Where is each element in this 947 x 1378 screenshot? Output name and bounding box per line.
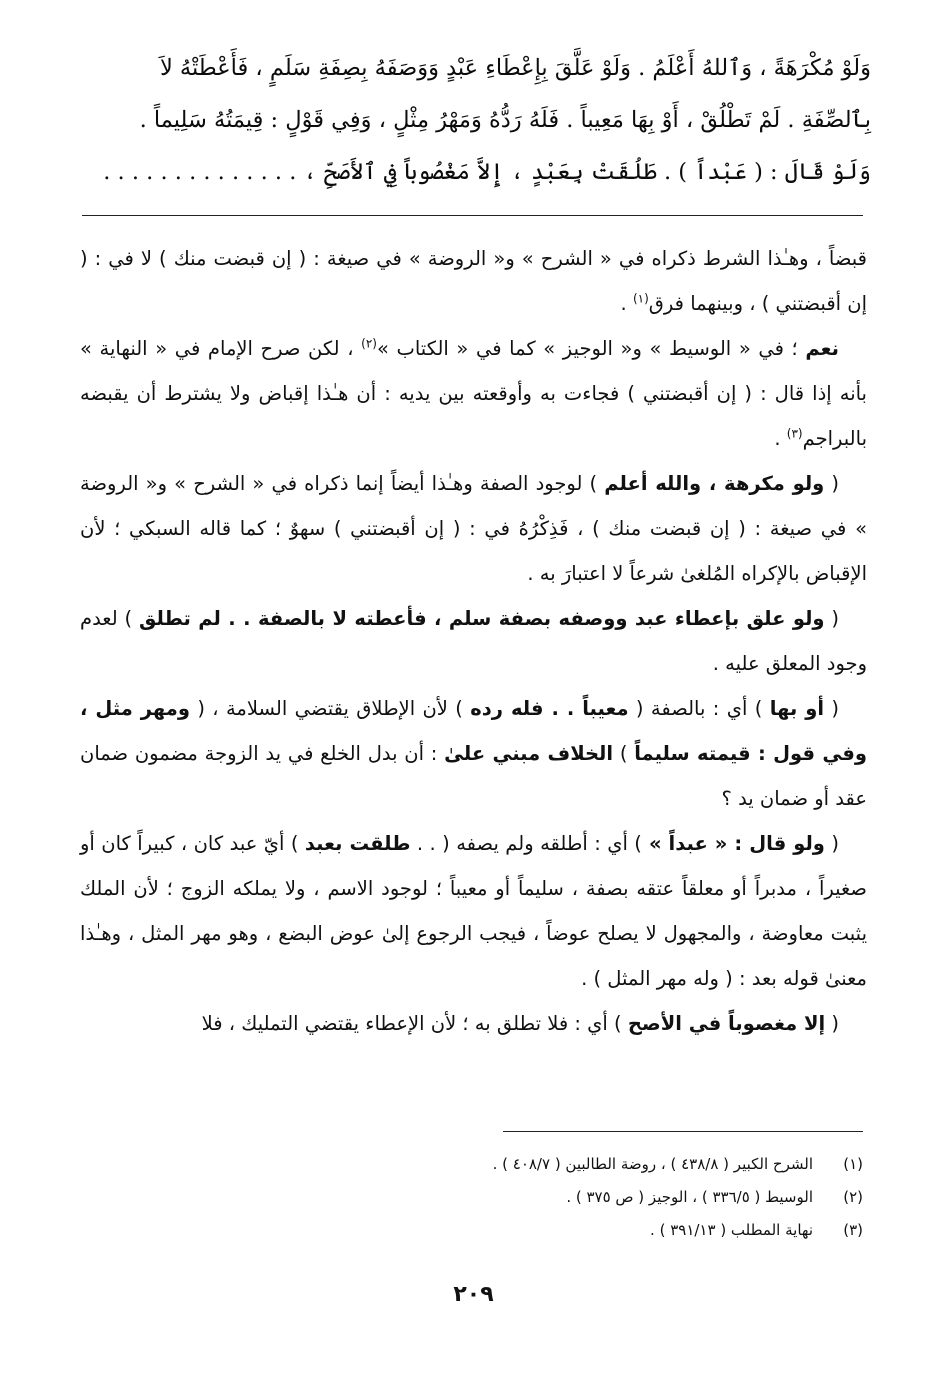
footnote-text: نهاية المطلب ( ٣٩١/١٣ ) . xyxy=(650,1221,813,1239)
sharh-paragraph: قبضاً ، وهـٰذا الشرط ذكراه في « الشرح » و« الروضة » في صيغة : ( إن قبضت منك ) لا في : ( إن أقبضتني ) ، وبينهما فرق$^{(١)}$ . xyxy=(80,247,867,315)
matn-line: وَلَوْ قَالَ : ( عَبْداً ) . طَلُقَتْ بِعَبْدٍ ، إِلاَّ مَغْصُوباً فِي ٱلأَصَحِّ ، . . . . . . . . . . . . . . xyxy=(103,159,871,185)
footnote xyxy=(200,1214,863,1247)
sharh-paragraph: ( إلا مغصوباً في الأصح ) أي : فلا تطلق به ؛ لأن الإعطاء يقتضي التمليك ، فلا xyxy=(201,1012,839,1035)
page-number: ٢٠٩ xyxy=(453,1282,494,1307)
sharh-paragraph: ( ولو مكرهة ، والله أعلم ) لوجود الصفة وهـٰذا أيضاً إنما ذكراه في « الشرح » و« الروضة » في صيغة : ( إن قبضت منك ) ، فَذِكْرُهُ في : ( إن أقبضتني ) سهوٌ ؛ كما قاله السبكي ؛ لأن الإقباض بالإكراه المُلغىٰ شرعاً لا اعتبارَ به . xyxy=(80,472,867,585)
footnote xyxy=(200,1181,863,1214)
footnotes xyxy=(200,1148,863,1247)
footnote xyxy=(200,1148,863,1181)
matn-text xyxy=(80,42,871,198)
sharh-paragraph: ( ولو قال : « عبداً » ) أي : أطلقه ولم يصفه ( . . طلقت بعبد ) أيّ عبد كان ، كبيراً كان أو صغيراً ، مدبراً أو معلقاً عتقه بصفة ، سليماً أو معيباً ؛ لوجود الاسم ، ولا يملكه الزوج ؛ لأن الملك يثبت معاوضة ، والمجهول لا يصلح عوضاً ، فيجب الرجوع إلىٰ عوض البضع ، وهو مهر المثل ، وهـٰذا معنىٰ قوله بعد : ( وله مهر المثل ) . xyxy=(80,832,867,990)
footnote-text: الشرح الكبير ( ٤٣٨/٨ ) ، روضة الطالبين ( ٤٠٨/٧ ) . xyxy=(492,1155,813,1173)
footnote-number: (١) xyxy=(843,1155,863,1173)
matn-line: بِٱلصِّفَةِ . لَمْ تَطْلُقْ ، أَوْ بِهَا مَعِيباً . فَلَهُ رَدُّهُ وَمَهْرُ مِثْلٍ ، وَفِي قَوْلٍ : قِيمَتُهُ سَلِيماً . xyxy=(139,107,871,133)
footnote-number: (٢) xyxy=(843,1188,863,1206)
footnote-marker[interactable]: (١) xyxy=(632,291,649,306)
sharh-paragraph: ( ولو علق بإعطاء عبد ووصفه بصفة سلم ، فأعطته لا بالصفة . . لم تطلق ) لعدم وجود المعلق عليه . xyxy=(80,607,867,675)
sharh-paragraph: ( أو بها ) أي : بالصفة ( معيباً . . فله رده ) لأن الإطلاق يقتضي السلامة ، ( ومهر مثل ، وفي قول : قيمته سليماً ) الخلاف مبني علىٰ : أن بدل الخلع في يد الزوجة مضمون ضمان عقد أو ضمان يد ؟ xyxy=(80,697,867,810)
footnote-text: الوسيط ( ٣٣٦/٥ ) ، الوجيز ( ص ٣٧٥ ) . xyxy=(566,1188,813,1206)
footnote-marker[interactable]: (٣) xyxy=(786,426,803,441)
sharh-paragraph: نعم ؛ في « الوسيط » و« الوجيز » كما في « الكتاب »$^{(٢)}$ ، لكن صرح الإمام في « النهاية » بأنه إذا قال : ( إن أقبضتني ) فجاءت به وأوقعته بين يديه : أن هـٰذا إقباض ولا يشترط أن يقبضه بالبراجم$^{(٣)}$ . xyxy=(80,336,867,450)
sharh-text xyxy=(80,236,867,1046)
footnote-marker[interactable]: (٢) xyxy=(361,336,377,351)
matn-divider xyxy=(82,215,863,216)
footnote-divider xyxy=(503,1131,863,1132)
footnote-number: (٣) xyxy=(843,1221,863,1239)
matn-line: وَلَوْ مُكْرَهَةً ، وَٱللهُ أَعْلَمُ . وَلَوْ عَلَّقَ بِإِعْطَاءِ عَبْدٍ وَوَصَفَهُ بِصِفَةِ سَلَمٍ ، فَأَعْطَتْهُ لاَ xyxy=(159,55,871,81)
